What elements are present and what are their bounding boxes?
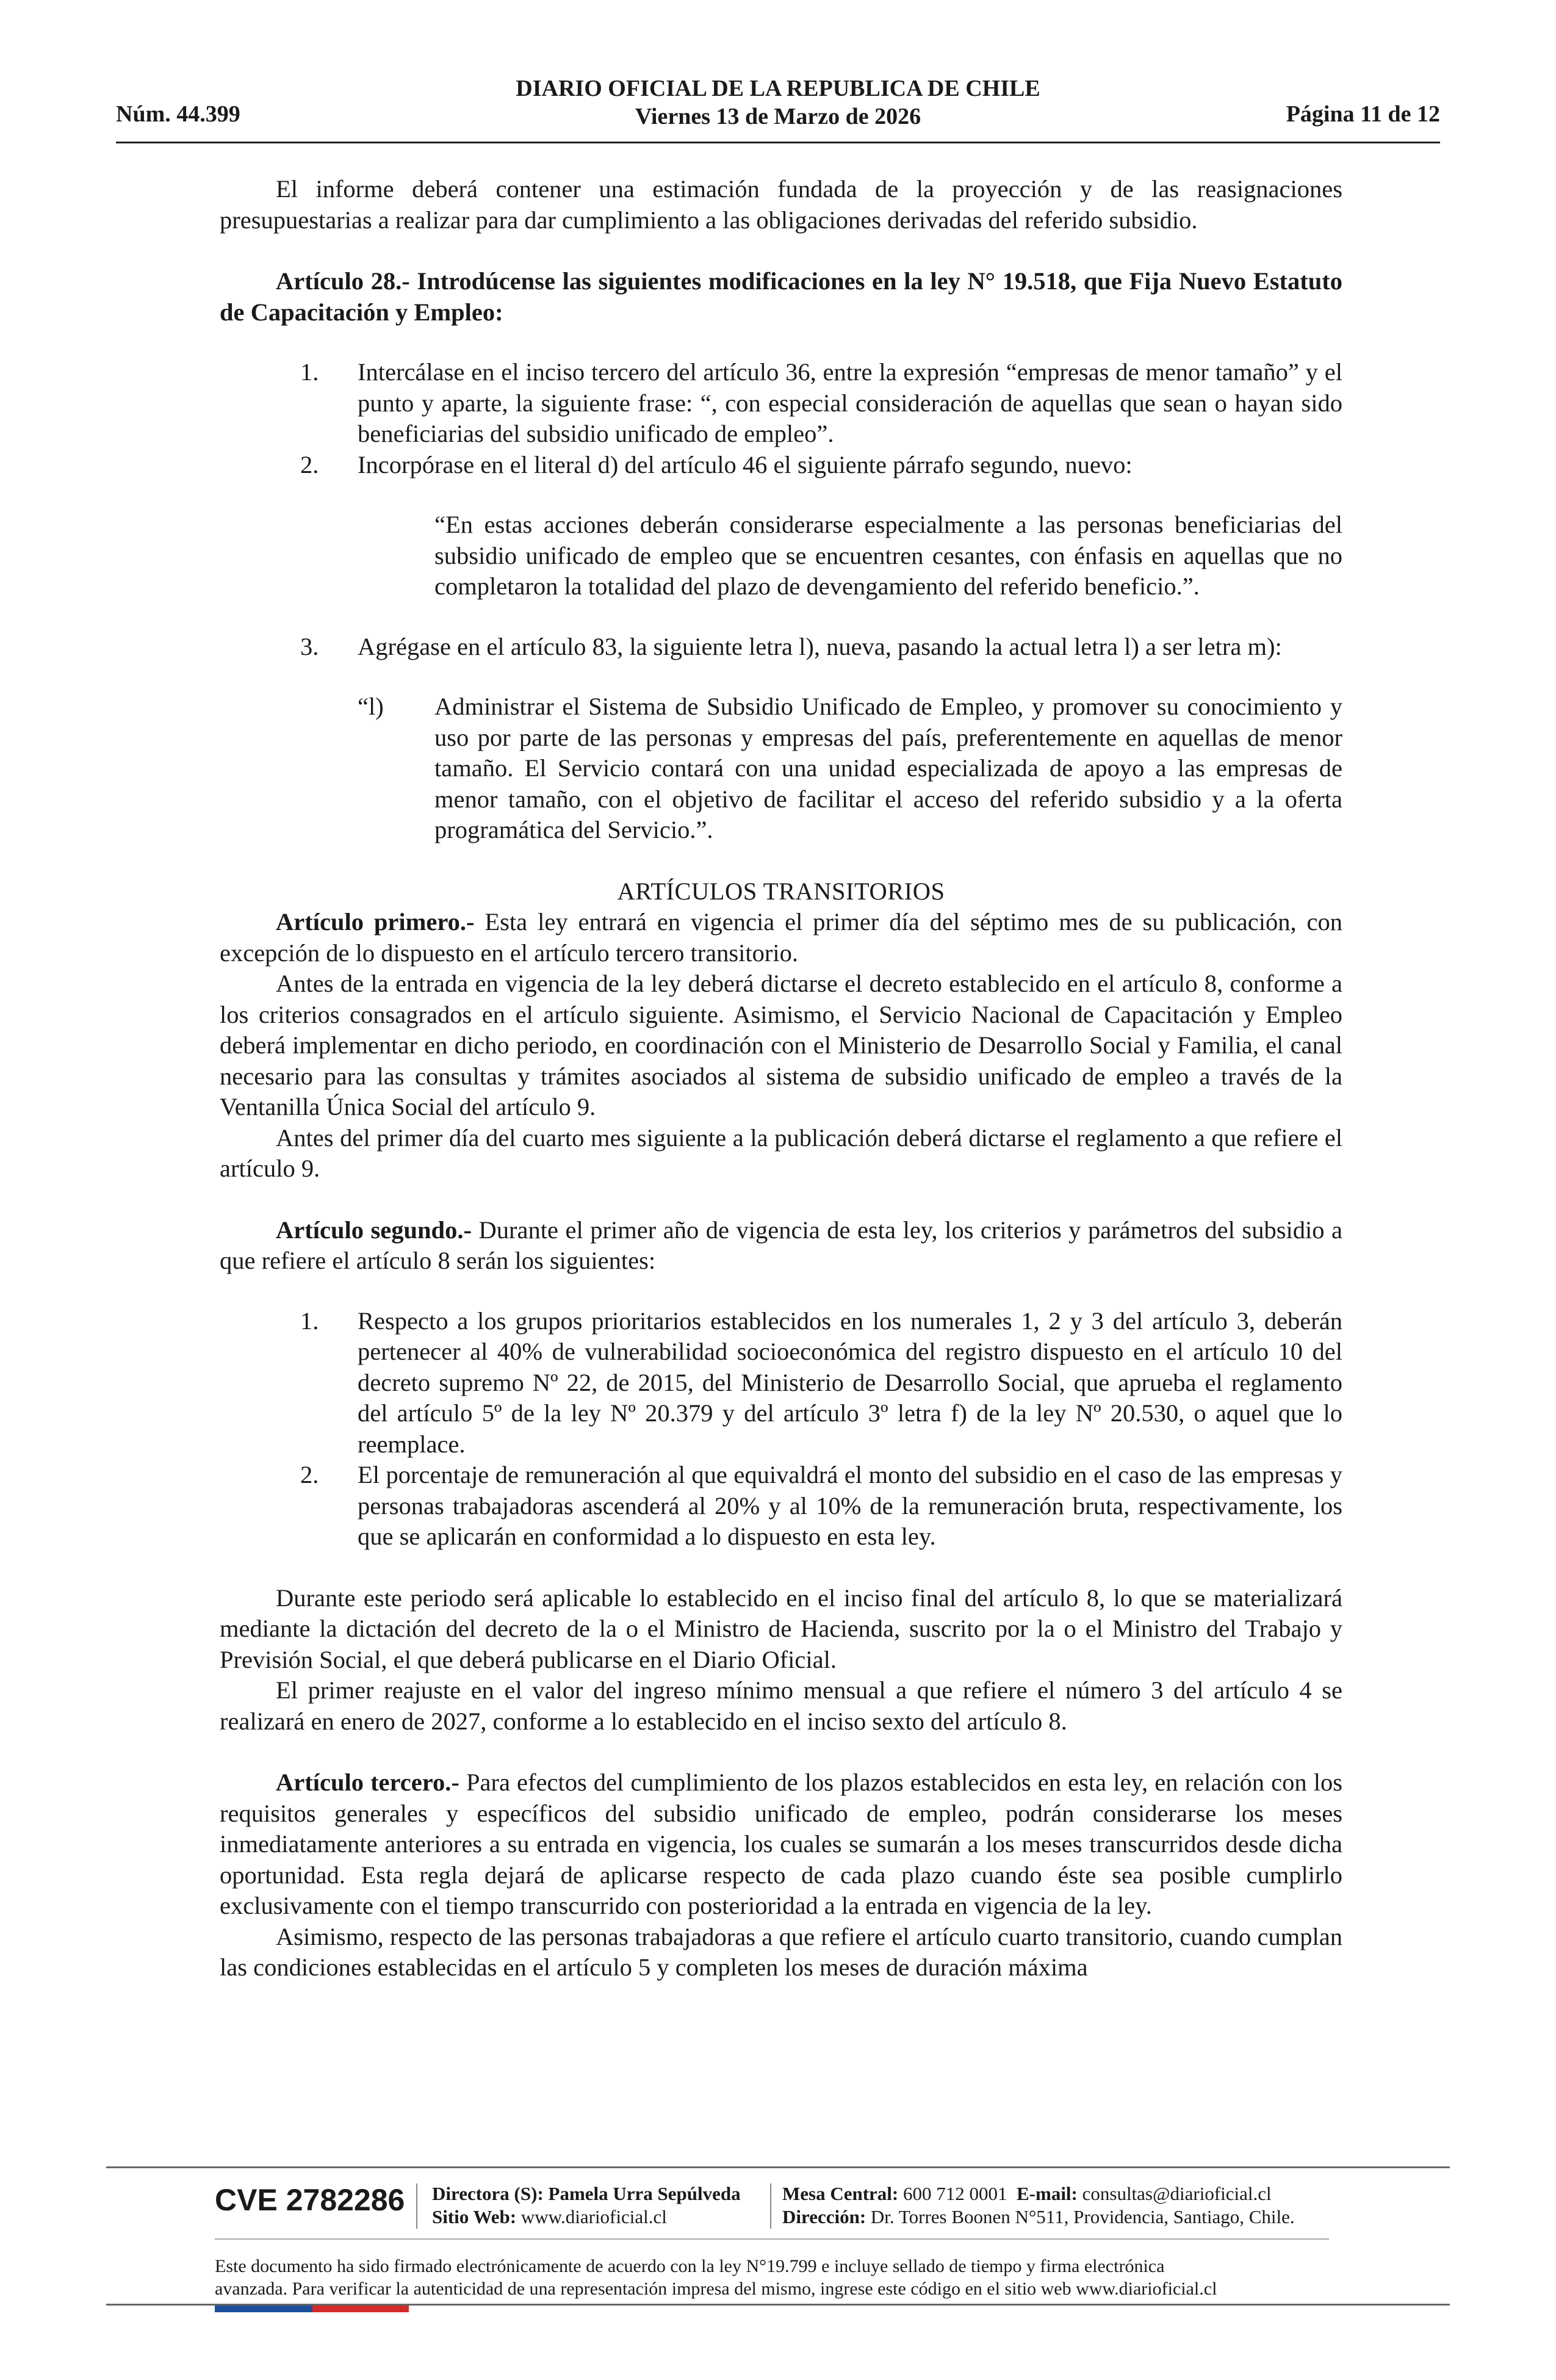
letter-l-label: “l): [358, 693, 384, 720]
flag-stripe-red: [312, 2306, 409, 2312]
article-second-p2: Durante este periodo será aplicable lo establecido en el inciso final del artículo 8, lo que se materializará mediante la dictación del decreto de la o el Ministro de Hacienda, suscrito por la o el Ministro del Trabajo y Previsión Social, el que deberá publicarse en el Diario Oficial.: [220, 1584, 1342, 1673]
article-28-list: [220, 357, 1342, 480]
article-first-p3: Antes del primer día del cuarto mes siguiente a la publicación deberá dictarse el reglamento a que refiere el artículo 9.: [220, 1123, 1342, 1182]
list-item-text: Intercálase en el inciso tercero del artículo 36, entre la expresión “empresas de menor tamaño” y el punto y aparte, la siguiente frase: “, con especial consideración de aquellas que sean o hayan sido beneficiarias del subsidio unificado de empleo”.: [358, 358, 1342, 447]
article-second-p1: [220, 1215, 1342, 1277]
signature-notice-line1: Este documento ha sido firmado electrónicamente de acuerdo con la ley N°19.799 e incluye sellado de tiempo y firma electrónica: [215, 2256, 1165, 2276]
article-first-p1: [220, 907, 1342, 968]
flag-stripe-blue: [215, 2306, 312, 2312]
direccion-label: Dirección:: [782, 2206, 866, 2227]
email-link[interactable]: consultas@diarioficial.cl: [1082, 2183, 1272, 2204]
article-third-text: Para efectos del cumplimiento de los plazos establecidos en esta ley, en relación con los requisitos generales y específicos del subsidio unificado de empleo, podrán considerarse los meses inmediatamente anteriores a su entrada en vigencia, los cuales se sumarán a los meses transcurridos desde dicha oportunidad. Esta regla dejará de aplicarse respecto de cada plazo cuando éste sea posible cumplirlo exclusivamente con el tiempo transcurrido con posterioridad a la entrada en vigencia de la ley.: [220, 1769, 1342, 1919]
list-item: [220, 1460, 1342, 1552]
article-third-label: Artículo tercero.-: [276, 1769, 459, 1796]
directora-label: Directora (S):: [432, 2183, 544, 2204]
quoted-paragraph: “En estas acciones deberán considerarse especialmente a las personas beneficiarias del subsidio unificado de empleo que se encuentren cesantes, con énfasis en aquellas que no completaron la totalidad del plazo de devengamiento del referido beneficio.”.: [434, 511, 1342, 600]
sitio-label: Sitio Web:: [432, 2206, 517, 2227]
list-item-number: 2.: [300, 450, 319, 478]
list-item-text: El porcentaje de remuneración al que equivaldrá el monto del subsidio en el caso de las empresas y personas trabajadoras ascenderá al 20% y al 10% de la remuneración bruta, respectivamente, los que se aplicarán en conformidad a lo dispuesto en esta ley.: [358, 1461, 1342, 1550]
list-item: [220, 450, 1342, 481]
list-item-number: 1.: [300, 1307, 319, 1335]
paragraph-intro: El informe deberá contener una estimación fundada de la proyección y de las reasignaciones presupuestarias a realizar para dar cumplimiento a las obligaciones derivadas del referido subsidio.: [220, 175, 1342, 234]
article-first-text: Esta ley entrará en vigencia el primer día del séptimo mes de su publicación, con excepción de lo dispuesto en el artículo tercero transitorio.: [220, 908, 1342, 967]
article-second-text: Durante el primer año de vigencia de esta ley, los criterios y parámetros del subsidio a que refiere el artículo 8 serán los siguientes:: [220, 1216, 1342, 1274]
footer-separator: [416, 2183, 417, 2229]
list-item: [220, 1306, 1342, 1460]
issue-number: Núm. 44.399: [116, 101, 240, 127]
list-item-text: Respecto a los grupos prioritarios establecidos en los numerales 1, 2 y 3 del artículo 3, deberán pertenecer al 40% de vulnerabilidad socioeconómica del registro dispuesto en el artículo 10 del decreto supremo Nº 22, de 2015, del Ministerio de Desarrollo Social, que aprueba el reglamento del artículo 5º de la ley Nº 20.379 y del artículo 3º letra f) de la ley Nº 20.530, o aquel que lo reemplace.: [358, 1307, 1342, 1458]
article-third-p1: [220, 1767, 1342, 1922]
document-body: [220, 174, 1342, 1983]
mesa-label: Mesa Central:: [782, 2183, 899, 2204]
page-indicator: Página 11 de 12: [1286, 101, 1440, 127]
footer-divider-middle: [215, 2238, 1329, 2240]
publication-title: DIARIO OFICIAL DE LA REPUBLICA DE CHILE: [516, 76, 1040, 101]
article-second-p3: El primer reajuste en el valor del ingreso mínimo mensual a que refiere el número 3 del artículo 4 se realizará en enero de 2027, conforme a lo establecido en el inciso sexto del artículo 8.: [220, 1676, 1342, 1735]
directora-name: Pamela Urra Sepúlveda: [548, 2183, 741, 2204]
signature-notice-line2: avanzada. Para verificar la autenticidad de una representación impresa del mismo, ingrese este código en el sitio web www.diarioficial.cl: [215, 2279, 1217, 2299]
list-item-number: 1.: [300, 358, 319, 386]
article-28-heading: Artículo 28.- Introdúcense las siguientes modificaciones en la ley N° 19.518, que Fija Nuevo Estatuto de Capacitación y Empleo:: [220, 267, 1342, 326]
list-item: [220, 632, 1342, 663]
publication-date: Viernes 13 de Marzo de 2026: [635, 104, 921, 129]
cve-code: CVE 2782286: [215, 2183, 405, 2217]
list-item-number: 3.: [300, 632, 319, 660]
direccion-value: Dr. Torres Boonen N°511, Providencia, Santiago, Chile.: [870, 2206, 1295, 2227]
signature-notice: [215, 2255, 1350, 2300]
footer-separator: [770, 2183, 771, 2229]
list-item-number: 2.: [300, 1461, 319, 1488]
letter-l-text: Administrar el Sistema de Subsidio Unificado de Empleo, y promover su conocimiento y uso por parte de las personas y empresas del país, preferentemente en aquellas de menor tamaño. El Servicio contará con una unidad especializada de apoyo a las empresas de menor tamaño, con el objetivo de facilitar el acceso del referido subsidio y a la oferta programática del Servicio.”.: [434, 693, 1342, 843]
article-second-list: [220, 1306, 1342, 1552]
transitory-articles-title: ARTÍCULOS TRANSITORIOS: [617, 877, 945, 905]
footer-editor-info: [432, 2182, 741, 2229]
footer-contact-info: [782, 2182, 1295, 2229]
article-second-label: Artículo segundo.-: [276, 1216, 472, 1244]
letter-l-item: [358, 691, 1342, 846]
mesa-value: 600 712 0001: [903, 2183, 1007, 2204]
article-first-label: Artículo primero.-: [276, 908, 475, 936]
sitio-link[interactable]: www.diarioficial.cl: [520, 2206, 667, 2227]
article-28-list-cont: [220, 632, 1342, 663]
article-first-p2: Antes de la entrada en vigencia de la ley deberá dictarse el decreto establecido en el artículo 8, conforme a los criterios consagrados en el artículo siguiente. Asimismo, el Servicio Nacional de Capacitación y Empleo deberá implementar en dicho periodo, en coordinación con el Ministerio de Desarrollo Social y Familia, el canal necesario para las consultas y trámites asociados al sistema de subsidio unificado de empleo a través de la Ventanilla Única Social del artículo 9.: [220, 970, 1342, 1120]
article-third-p2: Asimismo, respecto de las personas trabajadoras a que refiere el artículo cuarto transitorio, cuando cumplan las condiciones establecidas en el artículo 5 y completen los meses de duración máxima: [220, 1922, 1342, 1981]
header-divider: [116, 142, 1440, 143]
list-item: [220, 357, 1342, 450]
email-label: E-mail:: [1017, 2183, 1078, 2204]
footer-divider-top: [106, 2166, 1450, 2168]
list-item-text: Incorpórase en el literal d) del artículo 46 el siguiente párrafo segundo, nuevo:: [358, 450, 1133, 478]
list-item-text: Agrégase en el artículo 83, la siguiente letra l), nueva, pasando la actual letra l) a ser letra m):: [358, 632, 1282, 660]
